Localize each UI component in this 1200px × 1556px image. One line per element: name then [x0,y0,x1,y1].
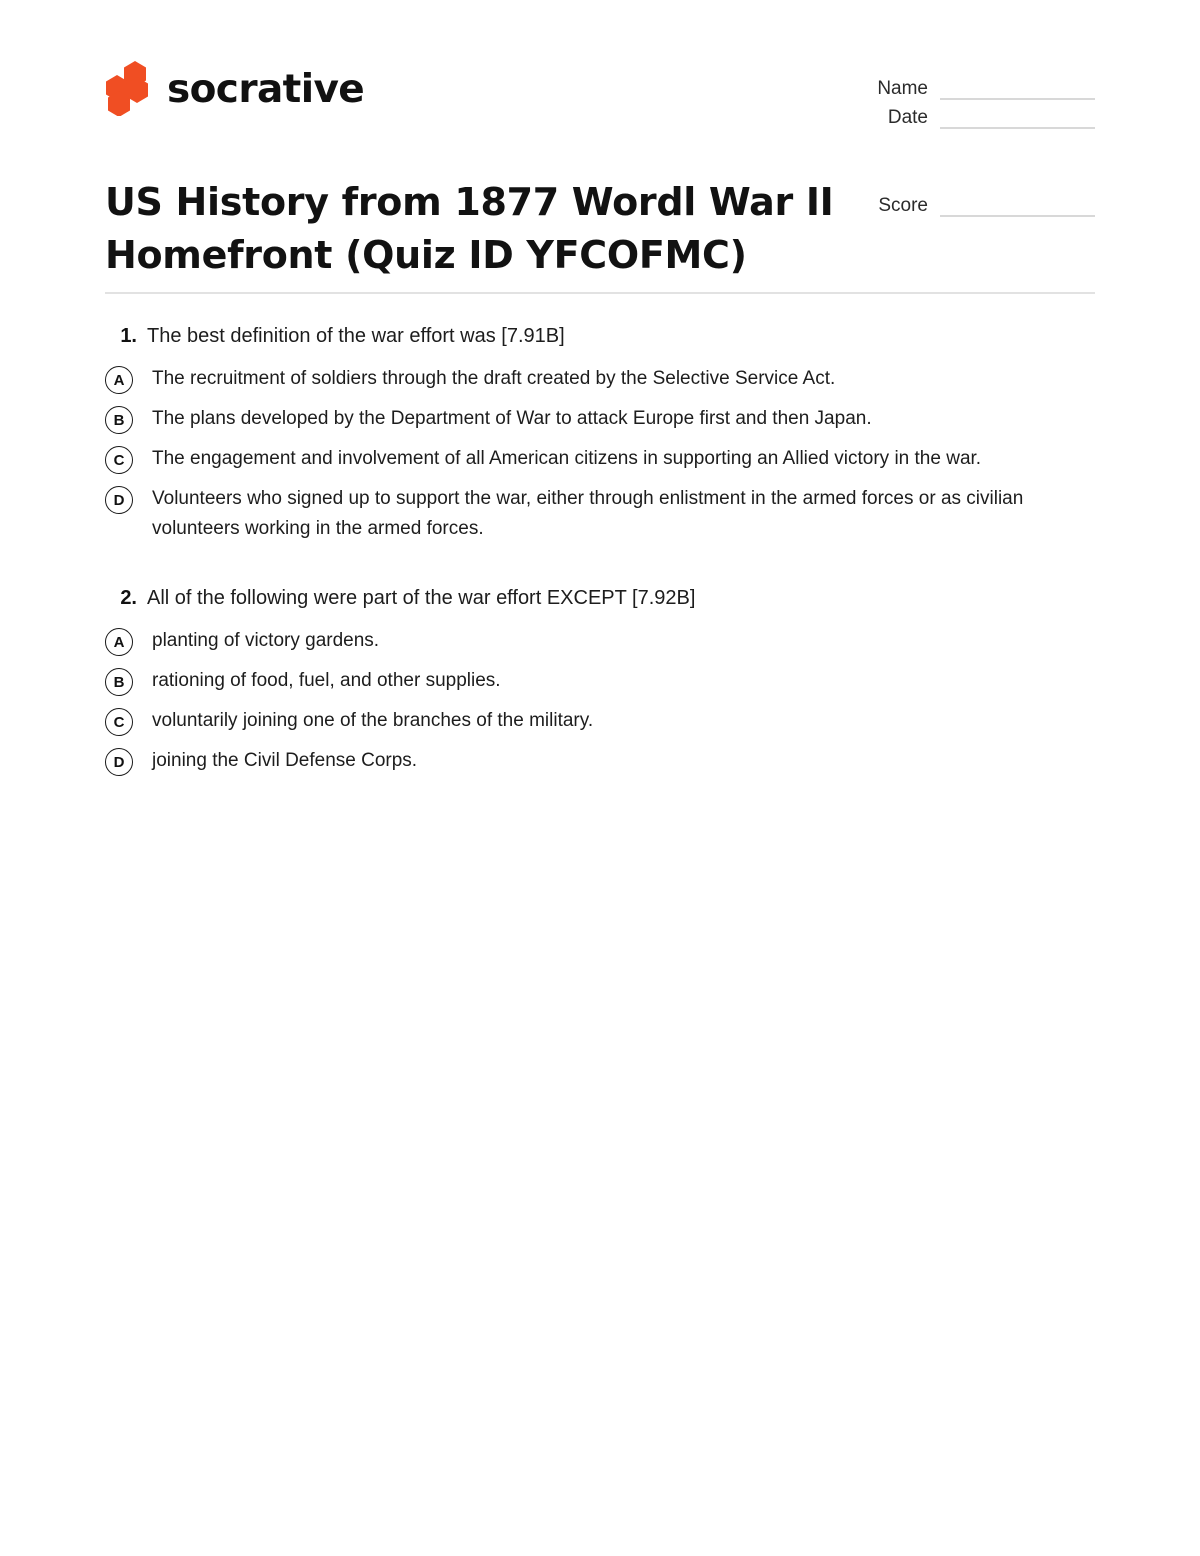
score-field-blank[interactable] [940,197,1095,217]
answer-option[interactable] [105,666,1095,696]
option-bubble-c[interactable] [105,444,147,474]
option-text: The engagement and involvement of all American citizens in supporting an Allied victory in the war. [152,448,982,469]
score-field-row [850,195,1095,217]
answer-option[interactable] [105,404,1095,434]
option-text: voluntarily joining one of the branches of the military. [152,710,594,731]
question-number: 2. [120,587,137,609]
questions-list [105,322,1095,776]
question-block [105,322,1095,544]
header-divider [105,292,1095,294]
score-field-label: Score [878,195,928,216]
option-letter: D [105,486,133,514]
question-text: The best definition of the war effort was [7.91B] [147,325,565,347]
brand-logo [105,60,364,116]
name-field-label: Name [877,78,928,99]
answer-option[interactable] [105,746,1095,776]
answer-option[interactable] [105,626,1095,656]
name-field-row [850,71,1095,100]
option-letter: C [105,708,133,736]
option-letter: D [105,748,133,776]
question-stem [105,322,1095,350]
option-text: Volunteers who signed up to support the war, either through enlistment in the armed forces or as civilian volunteers working in the armed forces. [152,488,1024,539]
option-bubble-b[interactable] [105,404,147,434]
option-text: rationing of food, fuel, and other supplies. [152,670,501,691]
date-field-row [850,100,1095,129]
date-field-blank[interactable] [940,109,1095,129]
option-bubble-a[interactable] [105,626,147,656]
page-header [105,55,1095,278]
option-text: joining the Civil Defense Corps. [152,750,418,771]
option-letter: B [105,406,133,434]
option-letter: A [105,366,133,394]
page-title: US History from 1877 Wordl War II Homefront (Quiz ID YFCOFMC) [105,180,834,278]
student-info-fields [850,71,1095,129]
option-letter: C [105,446,133,474]
name-field-blank[interactable] [940,80,1095,100]
option-text: The recruitment of soldiers through the draft created by the Selective Service Act. [152,368,836,389]
option-bubble-b[interactable] [105,666,147,696]
answer-option[interactable] [105,484,1095,544]
option-bubble-d[interactable] [105,484,147,514]
answer-option[interactable] [105,706,1095,736]
answer-option[interactable] [105,364,1095,394]
question-stem [105,584,1095,612]
brand-wordmark: socrative [167,66,365,112]
option-bubble-c[interactable] [105,706,147,736]
answer-option[interactable] [105,444,1095,474]
option-letter: B [105,668,133,696]
question-block [105,584,1095,776]
option-text: planting of victory gardens. [152,630,380,651]
option-text: The plans developed by the Department of War to attack Europe first and then Japan. [152,408,872,429]
option-bubble-a[interactable] [105,364,147,394]
socrative-hexagons-logo-icon [105,60,153,116]
question-text: All of the following were part of the war effort EXCEPT [7.92B] [147,587,696,609]
date-field-label: Date [887,107,928,128]
question-number: 1. [120,325,137,347]
option-bubble-d[interactable] [105,746,147,776]
option-letter: A [105,628,133,656]
